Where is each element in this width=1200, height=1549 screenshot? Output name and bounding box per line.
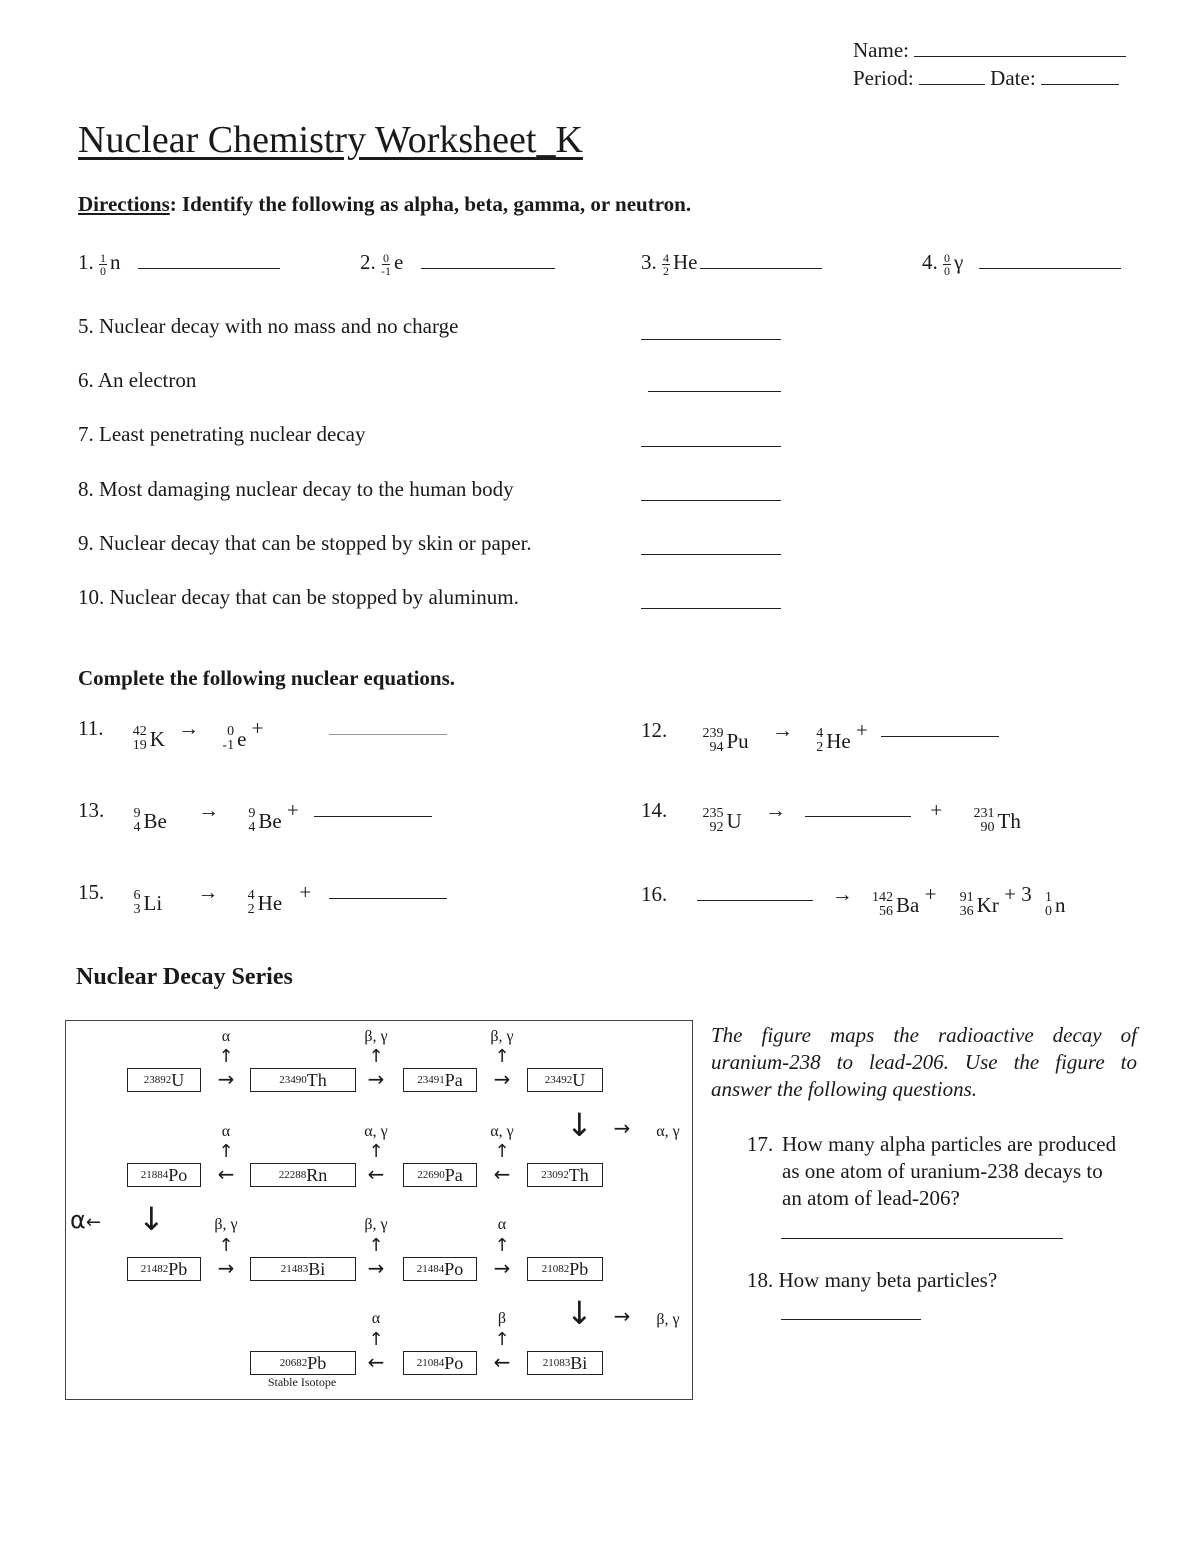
equation-14 [641, 798, 1021, 835]
left-arrow-icon: ← [367, 1350, 385, 1374]
plus-sign: + [855, 718, 868, 742]
equation-12 [641, 718, 999, 755]
question-18 [747, 1268, 997, 1293]
up-arrow-icon: ↑ [218, 1141, 234, 1162]
reaction-arrow: → [178, 716, 200, 740]
nuclide-box-pa226: 226 90 Pa [403, 1163, 477, 1187]
reactant-nuclide: 9 4 Be [133, 806, 167, 835]
up-arrow-icon: ↑ [494, 1141, 510, 1162]
up-arrow-icon: ↑ [368, 1329, 384, 1350]
up-arrow-icon: ↑ [368, 1046, 384, 1067]
nuclide-box-pb206: 206 82 Pb [250, 1351, 356, 1375]
answer-blank-7[interactable] [641, 445, 781, 447]
decay-label-alpha-gamma: α, γ [364, 1123, 388, 1140]
equation-15 [78, 880, 447, 917]
reaction-arrow: → [831, 882, 853, 906]
reaction-arrow: → [764, 798, 786, 822]
decay-label-beta-gamma: β, γ [490, 1028, 514, 1045]
date-field[interactable] [1041, 83, 1119, 85]
answer-blank[interactable] [805, 815, 911, 817]
symbol: e [394, 250, 404, 274]
answer-blank-10[interactable] [641, 607, 781, 609]
coefficient: 3 [1021, 882, 1032, 906]
answer-blank-5[interactable] [641, 338, 781, 340]
name-row [853, 38, 1126, 63]
plus-sign: + [930, 798, 943, 822]
up-arrow-icon: ↑ [494, 1329, 510, 1350]
question-number: 18. [747, 1268, 774, 1292]
decay-label-beta-gamma: β, γ [656, 1311, 680, 1328]
nuclide-box-u238: 238 92 U [127, 1068, 201, 1092]
equation-13 [78, 798, 432, 835]
equations-heading: Complete the following nuclear equations. [78, 666, 456, 690]
item-number: 2. [360, 250, 376, 274]
nuclide-box-pb214: 214 82 Pb [127, 1257, 201, 1281]
nuclide-box-bi210: 210 83 Bi [527, 1351, 603, 1375]
left-arrow-icon: ← [85, 1212, 101, 1233]
equation-number: 15. [78, 880, 105, 904]
period-date-row [853, 66, 1119, 91]
period-label: Period: [853, 66, 914, 90]
down-arrow-icon: ↓ [566, 1294, 593, 1332]
question-7: 7. Least penetrating nuclear decay [78, 422, 366, 446]
product-nuclide: 231 90 Th [973, 806, 1021, 835]
reactant-nuclide: 42 19 K [132, 724, 165, 753]
decay-label-alpha-gamma: α, γ [656, 1123, 680, 1140]
name-field[interactable] [914, 55, 1126, 57]
product-nuclide-n: 1 0 n [1044, 890, 1066, 919]
right-arrow-icon: → [367, 1067, 385, 1091]
equation-11 [78, 716, 447, 753]
answer-blank-18[interactable] [781, 1318, 921, 1320]
fraction: $\frac{0}{0}$ [944, 250, 950, 278]
answer-blank[interactable] [138, 267, 280, 269]
nuclide-box-po210: 210 84 Po [403, 1351, 477, 1375]
decay-label-beta: β [497, 1310, 507, 1327]
plus-sign: + [299, 880, 312, 904]
item-number: 4. [922, 250, 938, 274]
question-text: How many alpha particles are produced as one atom of uranium-238 decays to an atom of lead-206? [782, 1132, 1117, 1210]
plus-sign: + [1004, 882, 1016, 906]
answer-blank[interactable] [329, 897, 447, 899]
reaction-arrow: → [198, 798, 220, 822]
plus-sign: + [924, 882, 937, 906]
question-6: 6. An electron [78, 368, 197, 392]
date-label: Date: [990, 66, 1036, 90]
right-arrow-icon: → [217, 1067, 235, 1091]
reactant-nuclide: 235 92 U [702, 806, 742, 835]
reaction-arrow: → [197, 880, 219, 904]
symbol-item-4 [922, 250, 1121, 277]
left-arrow-icon: ← [217, 1162, 235, 1186]
decay-label-beta-gamma: β, γ [364, 1216, 388, 1233]
decay-heading: Nuclear Decay Series [76, 964, 293, 990]
period-field[interactable] [919, 83, 985, 85]
answer-blank[interactable] [700, 267, 822, 269]
left-arrow-icon: ← [367, 1162, 385, 1186]
left-arrow-icon: ← [493, 1350, 511, 1374]
symbol: n [110, 250, 121, 274]
fraction: $\frac{0}{-1}$ [381, 250, 391, 278]
stable-isotope-label: Stable Isotope [267, 1375, 337, 1389]
right-arrow-icon: → [613, 1116, 631, 1140]
question-9: 9. Nuclear decay that can be stopped by skin or paper. [78, 531, 532, 555]
up-arrow-icon: ↑ [368, 1235, 384, 1256]
up-arrow-icon: ↑ [218, 1046, 234, 1067]
right-arrow-icon: → [367, 1256, 385, 1280]
nuclide-box-pb210: 210 82 Pb [527, 1257, 603, 1281]
symbol-item-2 [360, 250, 555, 277]
fraction: $\frac{1}{0}$ [100, 250, 106, 278]
down-arrow-icon: ↓ [138, 1200, 165, 1238]
name-label: Name: [853, 38, 909, 62]
symbol-item-3 [641, 250, 822, 277]
right-arrow-icon: → [217, 1256, 235, 1280]
decay-label-alpha: α [221, 1028, 231, 1045]
nuclide-box-th234: 234 90 Th [250, 1068, 356, 1092]
up-arrow-icon: ↑ [494, 1235, 510, 1256]
figure-caption: The figure maps the radioactive decay of uranium-238 to lead-206. Use the figure to answer the following questions. [711, 1023, 1137, 1101]
question-number: 17. [747, 1132, 774, 1156]
nuclide-box-u234: 234 92 U [527, 1068, 603, 1092]
product-nuclide-ba: 142 56 Ba [872, 890, 920, 919]
question-17 [747, 1131, 1127, 1212]
page-title: Nuclear Chemistry Worksheet_K [78, 119, 583, 161]
question-10: 10. Nuclear decay that can be stopped by aluminum. [78, 585, 519, 609]
decay-label-beta-gamma: β, γ [364, 1028, 388, 1045]
product-nuclide: 4 2 He [247, 888, 283, 917]
symbol: γ [954, 250, 964, 274]
question-text: How many beta particles? [778, 1268, 998, 1292]
decay-label-alpha: α [497, 1216, 507, 1233]
down-arrow-icon: ↓ [566, 1106, 593, 1144]
alpha-handwritten: α← [70, 1206, 101, 1234]
answer-blank[interactable] [697, 899, 813, 901]
directions [78, 192, 691, 217]
directions-label: Directions [78, 192, 170, 216]
product-nuclide: 4 2 He [816, 726, 851, 755]
answer-blank[interactable] [314, 815, 432, 817]
item-number: 1. [78, 250, 94, 274]
plus-sign: + [286, 798, 299, 822]
decay-label-alpha: α [371, 1310, 381, 1327]
decay-label-alpha-gamma: α, γ [490, 1123, 514, 1140]
right-arrow-icon: → [613, 1304, 631, 1328]
question-8: 8. Most damaging nuclear decay to the human body [78, 477, 514, 501]
question-5: 5. Nuclear decay with no mass and no charge [78, 314, 459, 338]
symbol: He [673, 250, 698, 274]
nuclide-box-th230: 230 92 Th [527, 1163, 603, 1187]
answer-blank-8[interactable] [641, 499, 781, 501]
fraction: $\frac{4}{2}$ [663, 250, 669, 278]
equation-number: 11. [78, 716, 104, 740]
product-nuclide-kr: 91 36 Kr [959, 890, 999, 919]
reactant-nuclide: 6 3 Li [133, 888, 163, 917]
item-number: 3. [641, 250, 657, 274]
answer-blank[interactable] [329, 733, 447, 735]
nuclide-box-bi214: 214 83 Bi [250, 1257, 356, 1281]
plus-sign: + [251, 716, 264, 740]
answer-blank-17[interactable] [781, 1237, 1063, 1239]
nuclide-box-po214: 214 84 Po [403, 1257, 477, 1281]
equation-16 [641, 882, 1065, 919]
product-nuclide: 0 -1 e [222, 724, 247, 753]
equation-number: 12. [641, 718, 668, 742]
answer-blank[interactable] [421, 267, 555, 269]
answer-blank-6[interactable] [648, 390, 781, 392]
symbol-item-1 [78, 250, 280, 277]
up-arrow-icon: ↑ [368, 1141, 384, 1162]
left-arrow-icon: ← [493, 1162, 511, 1186]
product-nuclide: 9 4 Be [248, 806, 282, 835]
up-arrow-icon: ↑ [494, 1046, 510, 1067]
nuclide-box-pa234: 234 91 Pa [403, 1068, 477, 1092]
reactant-nuclide: 239 94 Pu [702, 726, 749, 755]
right-arrow-icon: → [493, 1256, 511, 1280]
equation-number: 13. [78, 798, 105, 822]
directions-text: : Identify the following as alpha, beta, gamma, or neutron. [169, 192, 692, 216]
equation-number: 16. [641, 882, 668, 906]
answer-blank[interactable] [881, 735, 999, 737]
answer-blank-9[interactable] [641, 553, 781, 555]
equation-number: 14. [641, 798, 668, 822]
answer-blank[interactable] [979, 267, 1121, 269]
decay-label-alpha: α [221, 1123, 231, 1140]
up-arrow-icon: ↑ [218, 1235, 234, 1256]
nuclide-box-rn222: 222 88 Rn [250, 1163, 356, 1187]
decay-label-beta-gamma: β, γ [214, 1216, 238, 1233]
reaction-arrow: → [771, 718, 793, 742]
nuclide-box-po218: 218 84 Po [127, 1163, 201, 1187]
right-arrow-icon: → [493, 1067, 511, 1091]
